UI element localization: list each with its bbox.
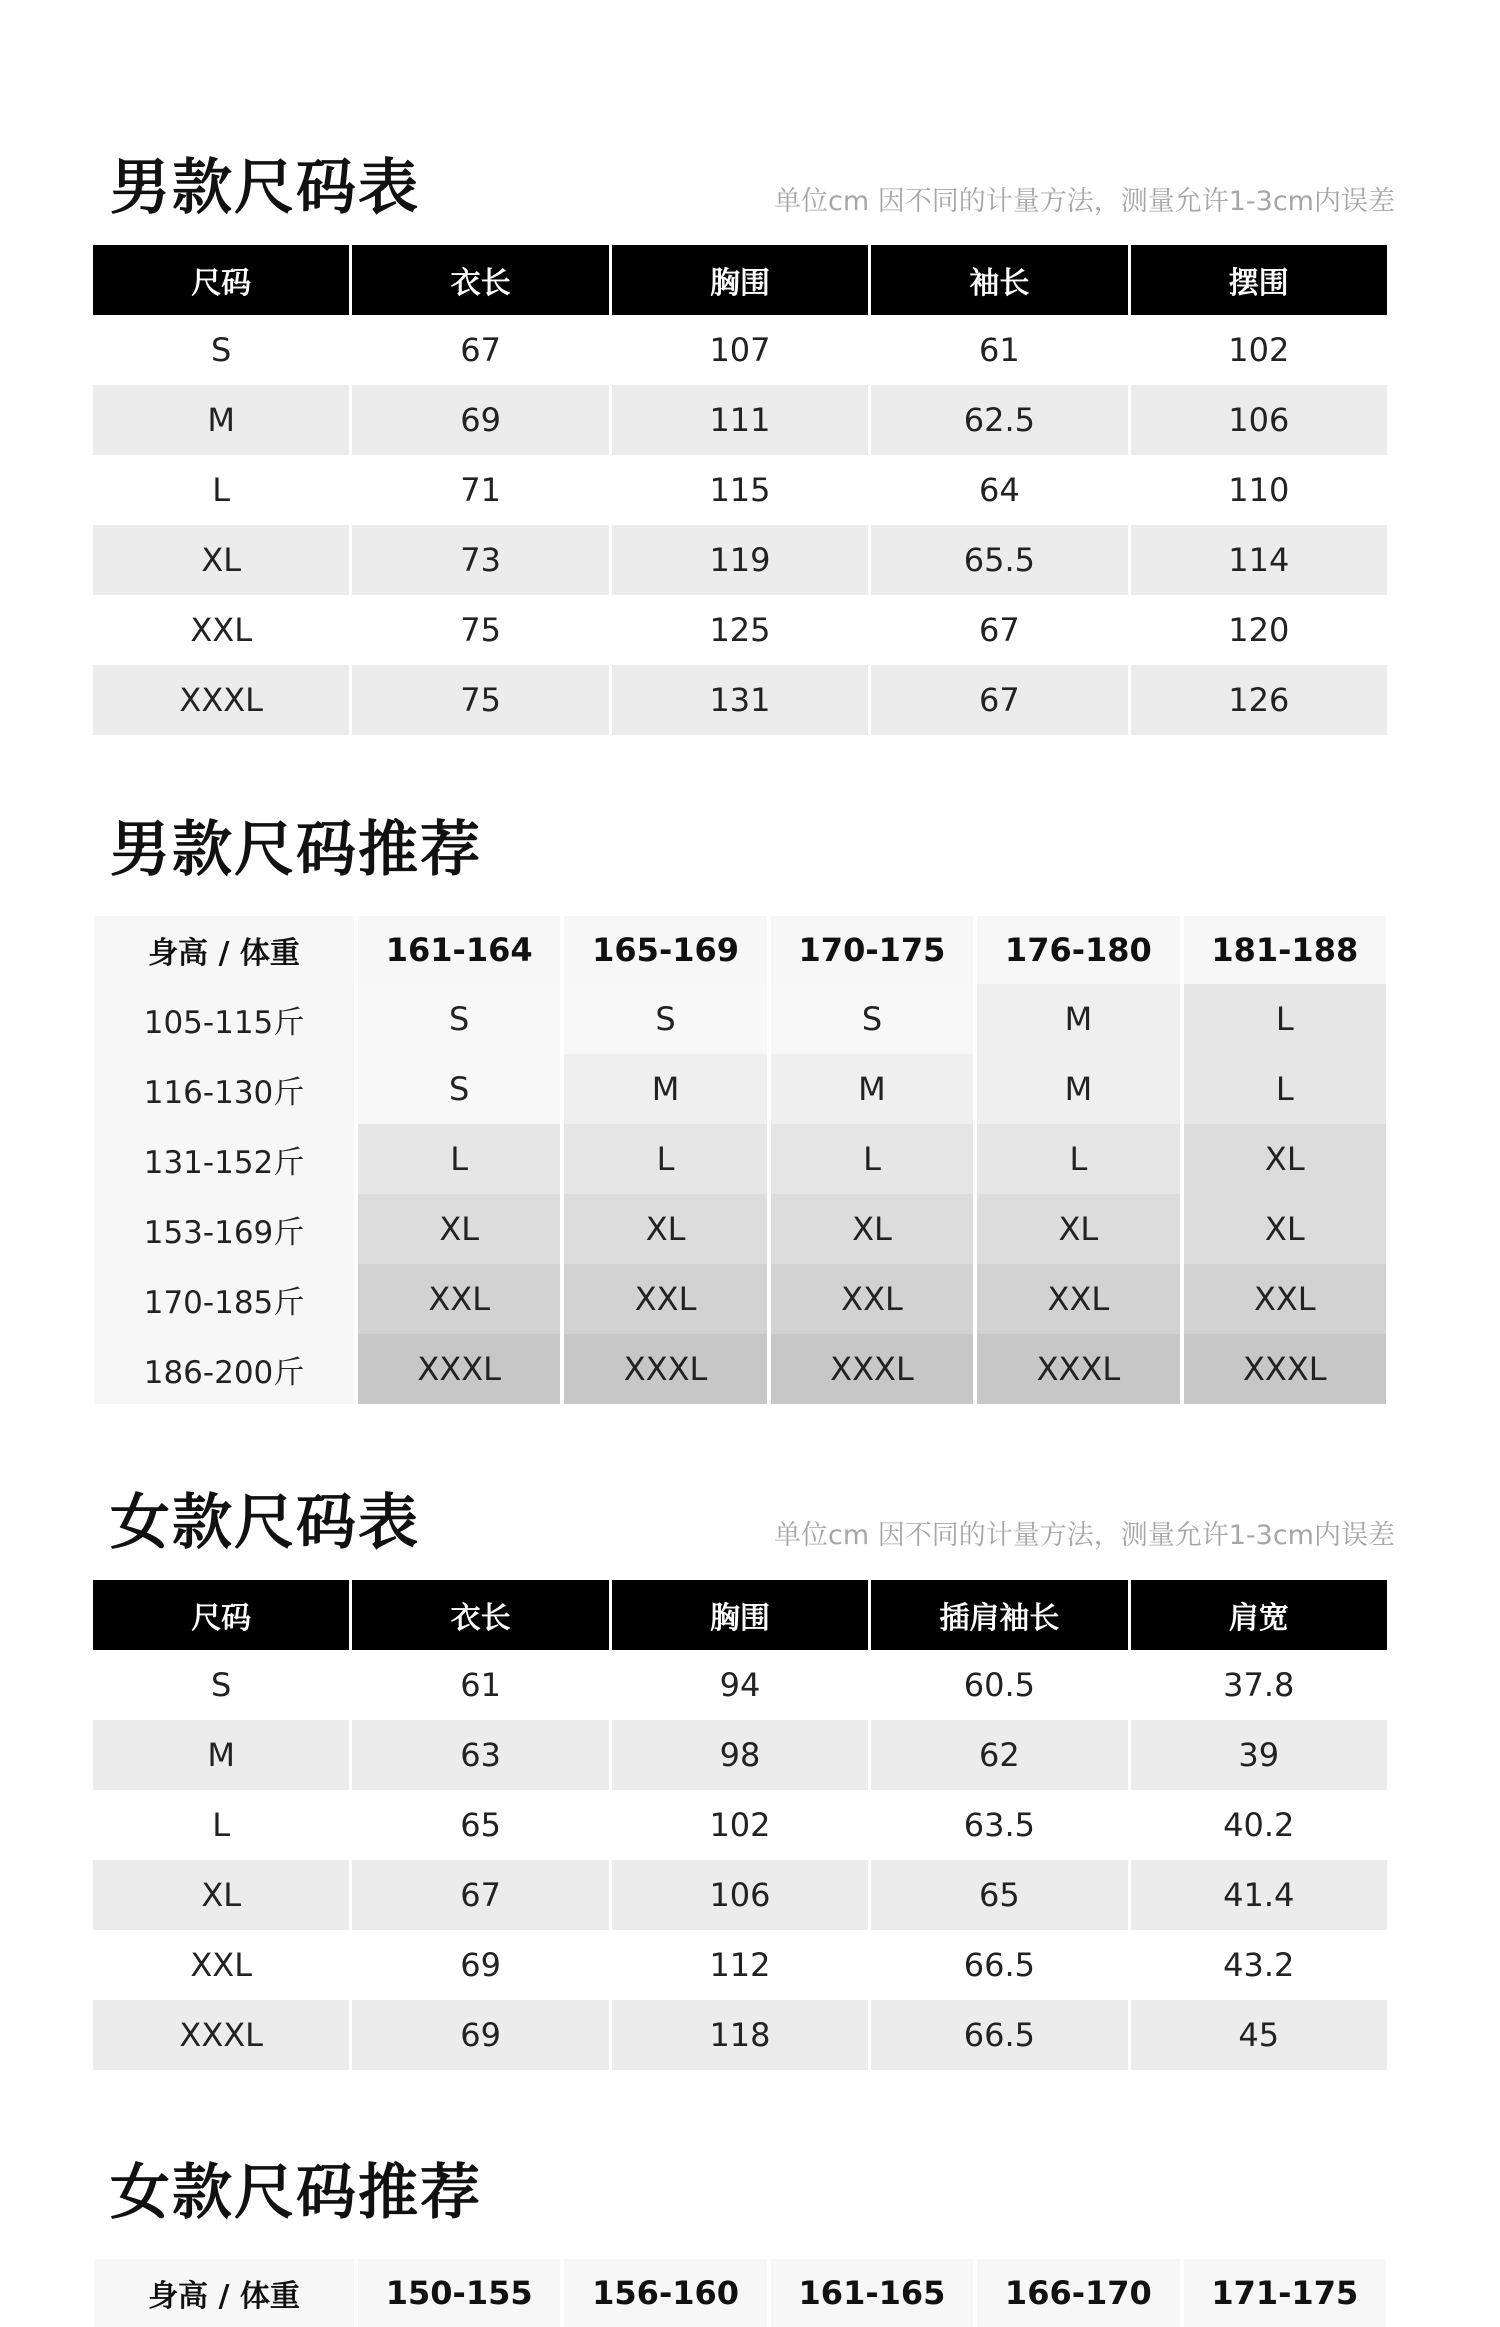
recommended-size: XXL	[564, 1264, 766, 1334]
table-row	[94, 1334, 1386, 1404]
value-cell: 102	[1131, 315, 1387, 385]
weight-label: 116-130斤	[94, 1054, 354, 1124]
value-cell: 67	[352, 1860, 608, 1930]
height-header: 156-160	[564, 2259, 766, 2327]
recommended-size: S	[358, 984, 560, 1054]
header-shoulder: 肩宽	[1131, 1580, 1387, 1650]
recommended-size: XXL	[358, 1264, 560, 1334]
header-size: 尺码	[93, 245, 349, 315]
women-size-title: 女款尺码表	[110, 1488, 420, 1558]
header-chest: 胸围	[612, 1580, 868, 1650]
value-cell: 67	[871, 665, 1127, 735]
value-cell: 71	[352, 455, 608, 525]
value-cell: 66.5	[871, 1930, 1127, 2000]
recommended-size: XXXL	[358, 1334, 560, 1404]
table-row	[93, 595, 1387, 665]
size-cell: L	[93, 1790, 349, 1860]
men-rec-title: 男款尺码推荐	[110, 815, 482, 885]
value-cell: 114	[1131, 525, 1387, 595]
recommended-size: XXL	[1184, 1264, 1386, 1334]
height-weight-corner: 身高 / 体重	[94, 2259, 354, 2327]
value-cell: 62.5	[871, 385, 1127, 455]
recommended-size: M	[771, 1054, 973, 1124]
recommended-size: S	[358, 1054, 560, 1124]
weight-label: 153-169斤	[94, 1194, 354, 1264]
size-cell: L	[93, 455, 349, 525]
table-row	[93, 525, 1387, 595]
size-cell: XXL	[93, 595, 349, 665]
value-cell: 118	[612, 2000, 868, 2070]
value-cell: 65	[352, 1790, 608, 1860]
value-cell: 63.5	[871, 1790, 1127, 1860]
value-cell: 112	[612, 1930, 868, 2000]
table-row	[93, 2000, 1387, 2070]
value-cell: 61	[871, 315, 1127, 385]
height-header: 170-175	[771, 916, 973, 984]
value-cell: 119	[612, 525, 868, 595]
size-cell: XXL	[93, 1930, 349, 2000]
header-length: 衣长	[352, 245, 608, 315]
table-row	[93, 455, 1387, 525]
value-cell: 67	[871, 595, 1127, 665]
recommended-size: M	[564, 1054, 766, 1124]
value-cell: 62	[871, 1720, 1127, 1790]
value-cell: 43.2	[1131, 1930, 1387, 2000]
recommended-size: XXL	[977, 1264, 1179, 1334]
women-rec-title: 女款尺码推荐	[110, 2158, 482, 2228]
value-cell: 41.4	[1131, 1860, 1387, 1930]
size-cell: M	[93, 385, 349, 455]
recommended-size: XL	[1184, 1194, 1386, 1264]
value-cell: 66.5	[871, 2000, 1127, 2070]
table-row	[94, 1194, 1386, 1264]
weight-label: 186-200斤	[94, 1334, 354, 1404]
value-cell: 61	[352, 1650, 608, 1720]
value-cell: 94	[612, 1650, 868, 1720]
height-header: 171-175	[1184, 2259, 1386, 2327]
height-header: 165-169	[564, 916, 766, 984]
table-row	[93, 1720, 1387, 1790]
table-row	[93, 385, 1387, 455]
recommended-size: XXXL	[771, 1334, 973, 1404]
value-cell: 64	[871, 455, 1127, 525]
women-rec-table	[90, 2259, 1390, 2327]
value-cell: 106	[1131, 385, 1387, 455]
height-header: 150-155	[358, 2259, 560, 2327]
value-cell: 69	[352, 2000, 608, 2070]
value-cell: 65	[871, 1860, 1127, 1930]
table-row	[94, 984, 1386, 1054]
recommended-size: M	[977, 984, 1179, 1054]
recommended-size: XXL	[771, 1264, 973, 1334]
recommended-size: L	[977, 1124, 1179, 1194]
height-weight-corner: 身高 / 体重	[94, 916, 354, 984]
table-row	[93, 1860, 1387, 1930]
size-cell: M	[93, 1720, 349, 1790]
table-row	[94, 1124, 1386, 1194]
table-row	[93, 1650, 1387, 1720]
recommended-size: S	[771, 984, 973, 1054]
size-cell: XXXL	[93, 2000, 349, 2070]
value-cell: 45	[1131, 2000, 1387, 2070]
men-size-table	[90, 245, 1390, 735]
value-cell: 69	[352, 385, 608, 455]
header-chest: 胸围	[612, 245, 868, 315]
value-cell: 125	[612, 595, 868, 665]
recommended-size: XXXL	[1184, 1334, 1386, 1404]
header-length: 衣长	[352, 1580, 608, 1650]
recommended-size: M	[977, 1054, 1179, 1124]
weight-label: 170-185斤	[94, 1264, 354, 1334]
table-row	[93, 1930, 1387, 2000]
size-cell: XL	[93, 1860, 349, 1930]
height-header: 161-164	[358, 916, 560, 984]
table-row	[93, 315, 1387, 385]
recommended-size: XXXL	[564, 1334, 766, 1404]
value-cell: 67	[352, 315, 608, 385]
men-size-header-row	[93, 245, 1387, 315]
recommended-size: L	[1184, 984, 1386, 1054]
recommended-size: XL	[564, 1194, 766, 1264]
recommended-size: L	[771, 1124, 973, 1194]
height-header: 176-180	[977, 916, 1179, 984]
men-size-unit-note: 单位cm 因不同的计量方法，测量允许1-3cm内误差	[774, 186, 1395, 217]
height-header: 166-170	[977, 2259, 1179, 2327]
value-cell: 40.2	[1131, 1790, 1387, 1860]
header-size: 尺码	[93, 1580, 349, 1650]
value-cell: 63	[352, 1720, 608, 1790]
women-size-table	[90, 1580, 1390, 2070]
women-size-unit-note: 单位cm 因不同的计量方法，测量允许1-3cm内误差	[774, 1520, 1395, 1551]
value-cell: 102	[612, 1790, 868, 1860]
men-size-title: 男款尺码表	[110, 153, 420, 223]
value-cell: 75	[352, 665, 608, 735]
header-raglan-sleeve: 插肩袖长	[871, 1580, 1127, 1650]
value-cell: 131	[612, 665, 868, 735]
value-cell: 126	[1131, 665, 1387, 735]
recommended-size: L	[564, 1124, 766, 1194]
table-row	[93, 1790, 1387, 1860]
table-row	[94, 1264, 1386, 1334]
size-cell: XL	[93, 525, 349, 595]
weight-label: 131-152斤	[94, 1124, 354, 1194]
value-cell: 65.5	[871, 525, 1127, 595]
recommended-size: XL	[977, 1194, 1179, 1264]
value-cell: 111	[612, 385, 868, 455]
recommended-size: XL	[358, 1194, 560, 1264]
value-cell: 110	[1131, 455, 1387, 525]
value-cell: 107	[612, 315, 868, 385]
table-row	[94, 1054, 1386, 1124]
value-cell: 115	[612, 455, 868, 525]
value-cell: 69	[352, 1930, 608, 2000]
recommended-size: XL	[1184, 1124, 1386, 1194]
recommended-size: L	[1184, 1054, 1386, 1124]
recommended-size: S	[564, 984, 766, 1054]
header-hem: 摆围	[1131, 245, 1387, 315]
value-cell: 120	[1131, 595, 1387, 665]
men-rec-table	[90, 916, 1390, 1404]
women-size-header-row	[93, 1580, 1387, 1650]
recommended-size: XXXL	[977, 1334, 1179, 1404]
size-cell: XXXL	[93, 665, 349, 735]
recommended-size: XL	[771, 1194, 973, 1264]
size-cell: S	[93, 315, 349, 385]
men-rec-header-row	[94, 916, 1386, 984]
value-cell: 60.5	[871, 1650, 1127, 1720]
height-header: 181-188	[1184, 916, 1386, 984]
value-cell: 98	[612, 1720, 868, 1790]
value-cell: 106	[612, 1860, 868, 1930]
weight-label: 105-115斤	[94, 984, 354, 1054]
value-cell: 73	[352, 525, 608, 595]
size-cell: S	[93, 1650, 349, 1720]
table-row	[93, 665, 1387, 735]
value-cell: 39	[1131, 1720, 1387, 1790]
height-header: 161-165	[771, 2259, 973, 2327]
value-cell: 37.8	[1131, 1650, 1387, 1720]
women-rec-header-row	[94, 2259, 1386, 2327]
recommended-size: L	[358, 1124, 560, 1194]
value-cell: 75	[352, 595, 608, 665]
header-sleeve: 袖长	[871, 245, 1127, 315]
